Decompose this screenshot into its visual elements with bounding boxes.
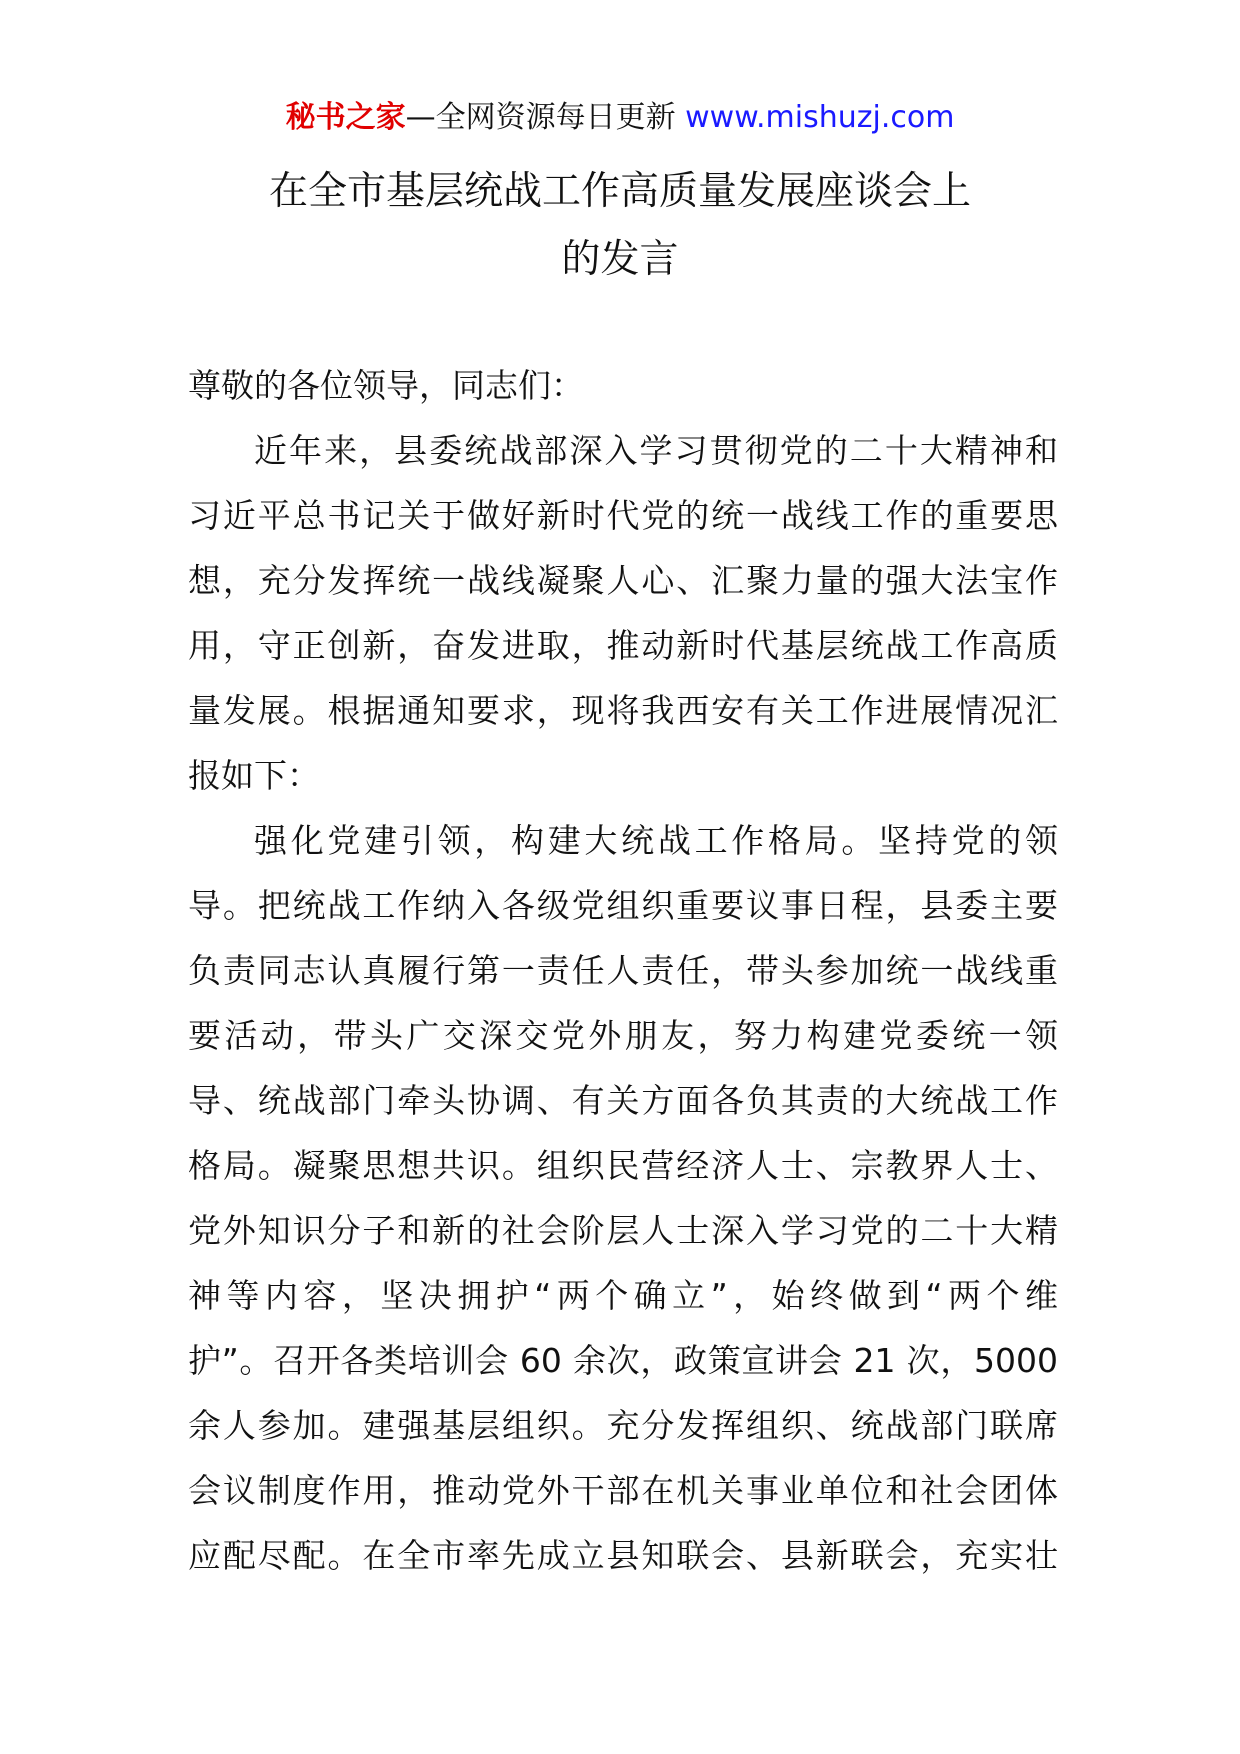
salutation-line: 尊敬的各位领导，同志们： <box>188 366 584 405</box>
document-title-line-1: 在全市基层统战工作高质量发展座谈会上 <box>268 169 971 214</box>
body-line: 强化党建引领，构建大统战工作格局。坚持党的领 <box>254 821 1058 860</box>
body-line: 应配尽配。在全市率先成立县知联会、县新联会，充实壮 <box>188 1536 1058 1575</box>
body-line: 余人参加。建强基层组织。充分发挥组织、统战部门联席 <box>188 1406 1058 1445</box>
body-line: 导。把统战工作纳入各级党组织重要议事日程，县委主要 <box>188 886 1058 925</box>
body-line: 报如下： <box>188 756 320 795</box>
body-line: 导、统战部门牵头协调、有关方面各负其责的大统战工作 <box>188 1081 1058 1120</box>
site-url[interactable]: www.mishuzj.com <box>685 100 955 135</box>
body-line: 负责同志认真履行第一责任人责任，带头参加统一战线重 <box>188 951 1058 990</box>
body-line: 党外知识分子和新的社会阶层人士深入学习党的二十大精 <box>188 1211 1058 1250</box>
body-line: 会议制度作用，推动党外干部在机关事业单位和社会团体 <box>188 1471 1058 1510</box>
watermark-header <box>0 98 1240 138</box>
body-line: 习近平总书记关于做好新时代党的统一战线工作的重要思 <box>188 496 1058 535</box>
body-line: 护”。召开各类培训会 60 余次，政策宣讲会 21 次，5000 <box>188 1341 1058 1380</box>
body-line: 想，充分发挥统一战线凝聚人心、汇聚力量的强大法宝作 <box>188 561 1058 600</box>
body-line: 用，守正创新，奋发进取，推动新时代基层统战工作高质 <box>188 626 1058 665</box>
body-line: 要活动，带头广交深交党外朋友，努力构建党委统一领 <box>188 1016 1058 1055</box>
body-line: 格局。凝聚思想共识。组织民营经济人士、宗教界人士、 <box>188 1146 1058 1185</box>
brand-name: 秘书之家 <box>285 100 406 135</box>
document-body <box>188 362 1058 1597</box>
document-title-line-2: 的发言 <box>561 237 679 282</box>
body-line: 神等内容，坚决拥护“两个确立”，始终做到“两个维 <box>188 1276 1058 1315</box>
body-line: 量发展。根据通知要求，现将我西安有关工作进展情况汇 <box>188 691 1058 730</box>
brand-slogan: —全网资源每日更新 <box>405 100 676 135</box>
body-line: 近年来，县委统战部深入学习贯彻党的二十大精神和 <box>254 431 1058 470</box>
